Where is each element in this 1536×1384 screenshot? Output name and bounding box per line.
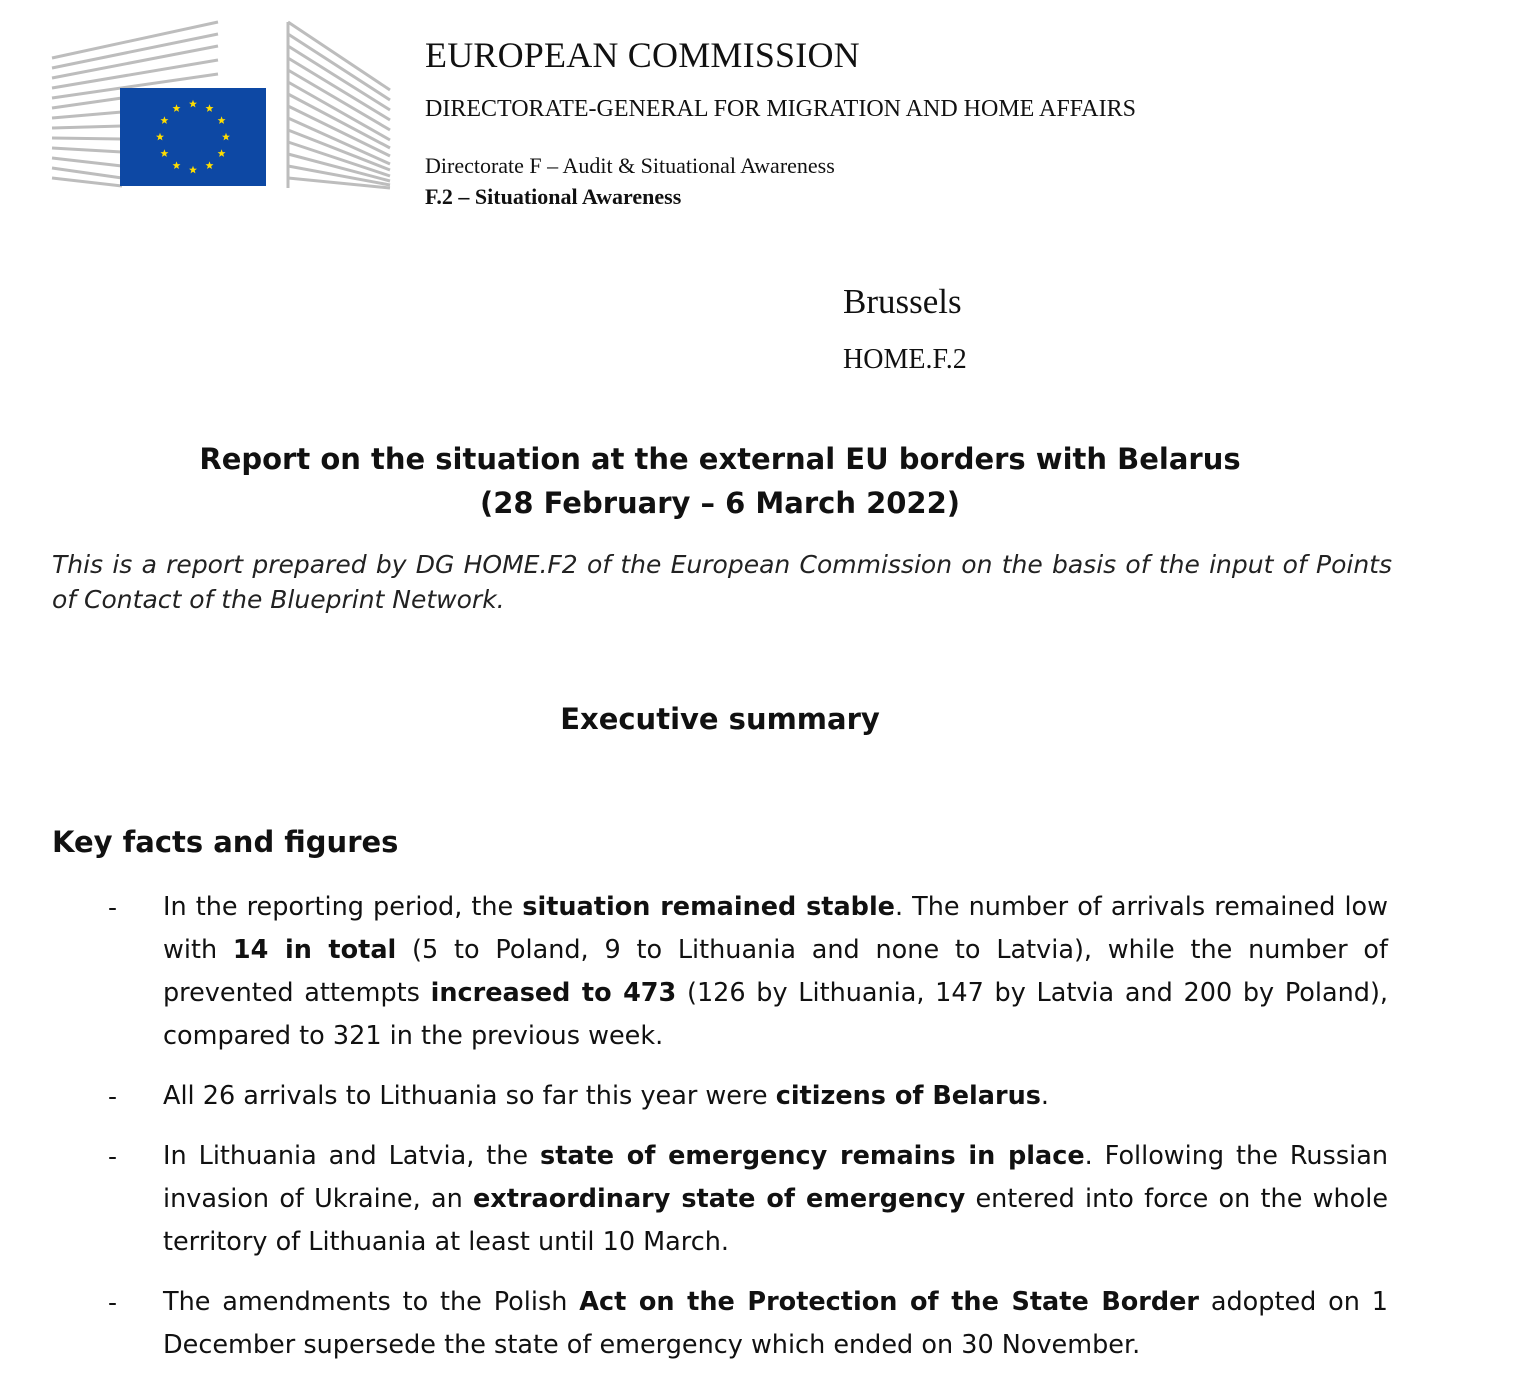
- european-commission-logo-icon: [50, 18, 392, 190]
- unit: F.2 – Situational Awareness: [425, 184, 682, 209]
- report-period: (28 February – 6 March 2022): [479, 486, 961, 520]
- key-facts-list: [0, 886, 1536, 1384]
- organisation-name: EUROPEAN COMMISSION: [425, 35, 860, 75]
- list-item: [0, 1075, 1536, 1118]
- list-item-text: All 26 arrivals to Lithuania so far this year were citizens of Belarus.: [163, 1081, 1050, 1111]
- executive-summary-heading: Executive summary: [560, 702, 880, 736]
- list-dash: -: [108, 893, 118, 922]
- list-dash: -: [108, 1288, 118, 1317]
- list-item-text: In Lithuania and Latvia, the state of emergency remains in place. Following the Russian invasion of Ukraine, an extraordinary state of emergency entered into force on the whole territory of Lithuania at least until 10 March.: [163, 1141, 1389, 1257]
- report-title: Report on the situation at the external EU borders with Belarus: [199, 442, 1241, 476]
- list-item-text: The amendments to the Polish Act on the Protection of the State Border adopted on 1 December supersede the state of emergency which ended on 30 November.: [163, 1287, 1388, 1360]
- report-note: This is a report prepared by DG HOME.F2 of the European Commission on the basis of the input of Points of Contact of the Blueprint Network.: [52, 550, 1392, 614]
- reference: HOME.F.2: [843, 344, 967, 375]
- list-item: [0, 1281, 1536, 1367]
- directorate: Directorate F – Audit & Situational Awareness: [425, 153, 835, 178]
- directorate-general: DIRECTORATE-GENERAL FOR MIGRATION AND HOME AFFAIRS: [425, 96, 1136, 122]
- list-dash: -: [108, 1082, 118, 1111]
- list-item: [0, 1135, 1536, 1264]
- list-item: [0, 886, 1536, 1058]
- city: Brussels: [843, 282, 962, 321]
- list-item-text: In the reporting period, the situation remained stable. The number of arrivals remained low with 14 in total (5 to Poland, 9 to Lithuania and none to Latvia), while the number of prevented attempts increased to 473 (126 by Lithuania, 147 by Latvia and 200 by Poland), compared to 321 in the previous week.: [163, 892, 1388, 1051]
- key-facts-heading: Key facts and figures: [52, 825, 399, 859]
- list-dash: -: [108, 1142, 118, 1171]
